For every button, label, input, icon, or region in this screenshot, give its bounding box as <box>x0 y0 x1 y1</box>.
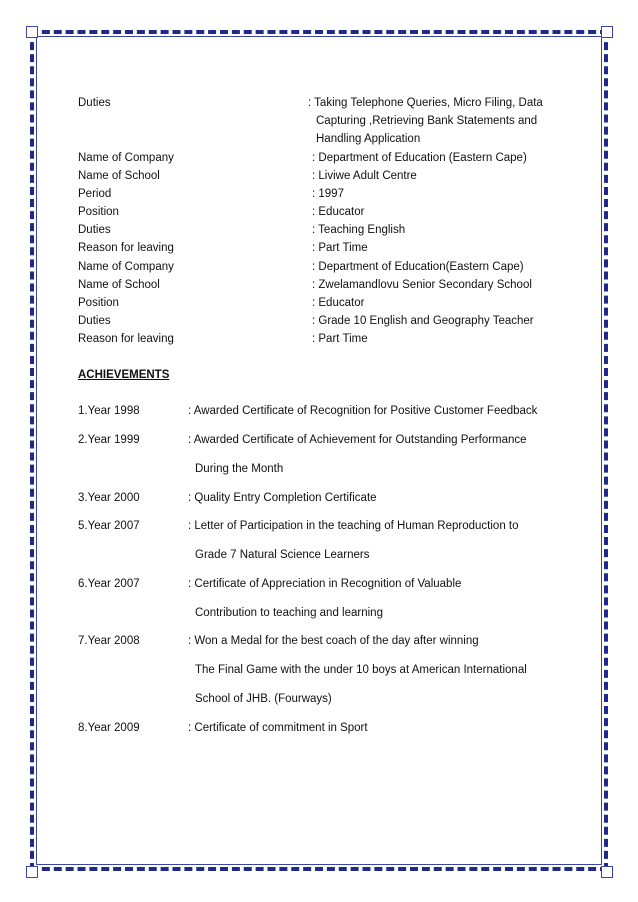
detail-label: Name of Company <box>78 261 174 273</box>
detail-value: : Part Time <box>312 333 368 345</box>
detail-value-continued: Handling Application <box>316 133 421 145</box>
achievement-description-continued: The Final Game with the under 10 boys at American International <box>195 664 527 676</box>
achievement-year: 2.Year 1999 <box>78 434 140 446</box>
detail-row <box>78 276 578 294</box>
detail-value: : Educator <box>312 206 365 218</box>
detail-label: Name of Company <box>78 152 174 164</box>
achievement-description: : Letter of Participation in the teaching of Human Reproduction to <box>188 520 519 532</box>
detail-value: : 1997 <box>312 188 344 200</box>
detail-row <box>78 203 578 221</box>
achievement-year: 5.Year 2007 <box>78 520 140 532</box>
achievement-description-continued: Grade 7 Natural Science Learners <box>195 549 370 561</box>
detail-value: : Part Time <box>312 242 368 254</box>
achievement-description-continued: School of JHB. (Fourways) <box>195 693 332 705</box>
achievement-description: : Awarded Certificate of Achievement for Outstanding Performance <box>188 434 527 446</box>
detail-value: : Department of Education(Eastern Cape) <box>312 261 524 273</box>
achievement-row <box>78 431 578 449</box>
achievement-description: : Won a Medal for the best coach of the day after winning <box>188 635 479 647</box>
achievement-year: 3.Year 2000 <box>78 492 140 504</box>
detail-row <box>78 167 578 185</box>
detail-label: Name of School <box>78 170 160 182</box>
detail-continuation <box>78 130 578 148</box>
achievement-continuation <box>78 661 578 679</box>
achievement-description: : Certificate of commitment in Sport <box>188 722 368 734</box>
detail-label: Duties <box>78 315 111 327</box>
detail-row <box>78 294 578 312</box>
detail-value: : Zwelamandlovu Senior Secondary School <box>312 279 532 291</box>
achievement-continuation <box>78 690 578 708</box>
detail-value: : Teaching English <box>312 224 406 236</box>
achievement-row <box>78 402 578 420</box>
achievement-description: : Certificate of Appreciation in Recognition of Valuable <box>188 578 462 590</box>
detail-row <box>78 239 578 257</box>
detail-label: Duties <box>78 97 111 109</box>
detail-row <box>78 149 578 167</box>
achievement-description-continued: Contribution to teaching and learning <box>195 607 383 619</box>
detail-label: Position <box>78 206 119 218</box>
achievement-year: 6.Year 2007 <box>78 578 140 590</box>
achievement-row <box>78 719 578 737</box>
detail-row <box>78 185 578 203</box>
detail-value: : Taking Telephone Queries, Micro Filing, Data <box>308 97 543 109</box>
detail-row <box>78 330 578 348</box>
achievement-description-continued: During the Month <box>195 463 284 475</box>
achievements-heading: ACHIEVEMENTS <box>78 369 170 381</box>
achievement-continuation <box>78 460 578 478</box>
achievement-row <box>78 489 578 507</box>
detail-continuation <box>78 112 578 130</box>
achievement-row <box>78 517 578 535</box>
achievement-year: 1.Year 1998 <box>78 405 140 417</box>
detail-row <box>78 258 578 276</box>
achievement-continuation <box>78 546 578 564</box>
achievement-description: : Awarded Certificate of Recognition for Positive Customer Feedback <box>188 405 538 417</box>
detail-row <box>78 94 578 112</box>
achievement-continuation <box>78 604 578 622</box>
detail-row <box>78 221 578 239</box>
detail-value-continued: Capturing ,Retrieving Bank Statements and <box>316 115 538 127</box>
detail-label: Name of School <box>78 279 160 291</box>
achievement-description: : Quality Entry Completion Certificate <box>188 492 377 504</box>
detail-label: Reason for leaving <box>78 333 174 345</box>
detail-label: Duties <box>78 224 111 236</box>
detail-label: Period <box>78 188 112 200</box>
achievement-year: 8.Year 2009 <box>78 722 140 734</box>
achievement-year: 7.Year 2008 <box>78 635 140 647</box>
detail-label: Reason for leaving <box>78 242 174 254</box>
detail-value: : Department of Education (Eastern Cape) <box>312 152 527 164</box>
detail-value: : Grade 10 English and Geography Teacher <box>312 315 534 327</box>
detail-row <box>78 312 578 330</box>
detail-label: Position <box>78 297 119 309</box>
detail-value: : Liviwe Adult Centre <box>312 170 417 182</box>
achievement-row <box>78 632 578 650</box>
achievement-row <box>78 575 578 593</box>
detail-value: : Educator <box>312 297 365 309</box>
